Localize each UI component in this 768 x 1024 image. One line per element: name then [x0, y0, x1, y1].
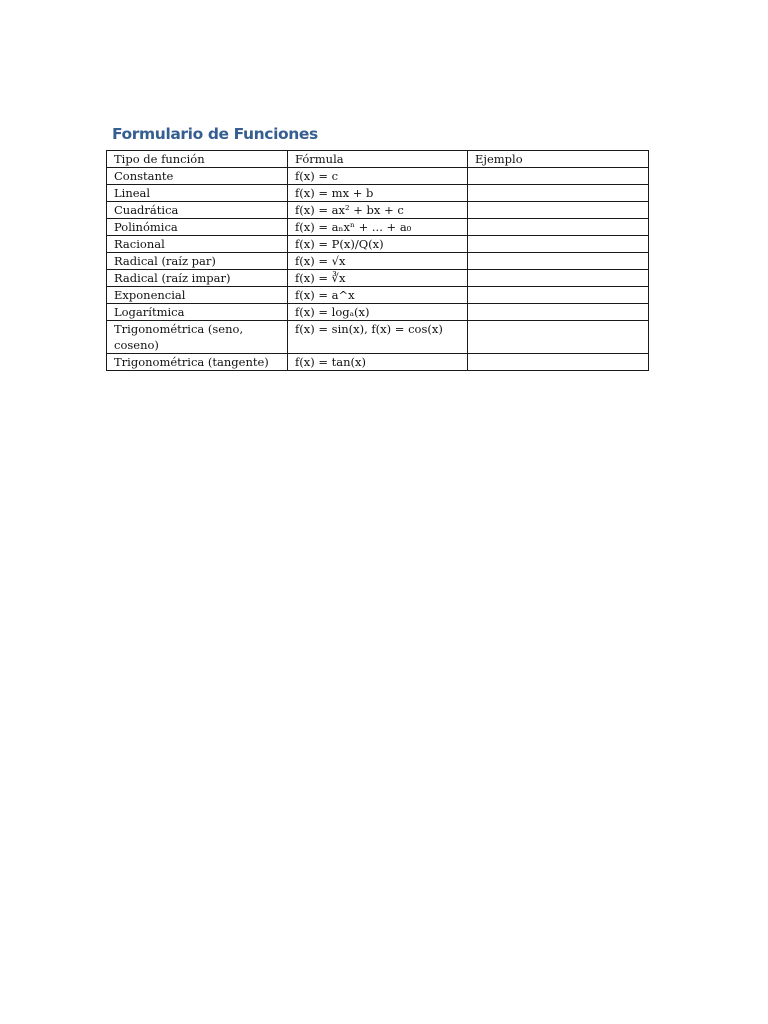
type-text: Radical (raíz impar)	[114, 271, 231, 285]
type-text: Cuadrática	[114, 203, 179, 217]
document-title: Formulario de Funciones	[112, 125, 318, 143]
type-text: Constante	[114, 169, 174, 183]
formula-text: f(x) = a^x	[295, 288, 355, 302]
example-cell	[468, 270, 649, 287]
header-cell-formula	[288, 151, 468, 168]
type-text: Lineal	[114, 186, 151, 200]
type-cell	[107, 287, 288, 304]
table-row	[107, 185, 649, 202]
header-formula-label: Fórmula	[295, 152, 344, 166]
table-row	[107, 270, 649, 287]
formula-cell	[288, 185, 468, 202]
example-cell	[468, 236, 649, 253]
type-text: Racional	[114, 237, 165, 251]
header-type-label: Tipo de función	[114, 152, 205, 166]
formula-cell	[288, 321, 468, 354]
example-cell	[468, 253, 649, 270]
example-cell	[468, 185, 649, 202]
formula-text: f(x) = ax² + bx + c	[295, 203, 404, 217]
formula-text: f(x) = mx + b	[295, 186, 374, 200]
table-row	[107, 202, 649, 219]
formula-cell	[288, 168, 468, 185]
header-cell-type	[107, 151, 288, 168]
type-text: Radical (raíz par)	[114, 254, 216, 268]
table-row	[107, 287, 649, 304]
table-row	[107, 354, 649, 371]
formula-cell	[288, 253, 468, 270]
example-cell	[468, 321, 649, 354]
example-cell	[468, 287, 649, 304]
type-cell	[107, 270, 288, 287]
formula-text: f(x) = √x	[295, 254, 346, 268]
formula-cell	[288, 287, 468, 304]
formula-text: f(x) = c	[295, 169, 339, 183]
type-text: Trigonométrica (seno, coseno)	[114, 322, 244, 352]
header-example-label: Ejemplo	[475, 152, 523, 166]
type-cell	[107, 253, 288, 270]
formula-text: f(x) = aₙxⁿ + ... + a₀	[295, 220, 412, 234]
formula-text: f(x) = sin(x), f(x) = cos(x)	[295, 322, 443, 336]
formula-text: f(x) = ∛x	[295, 271, 346, 285]
functions-table	[106, 150, 649, 371]
example-cell	[468, 304, 649, 321]
type-cell	[107, 202, 288, 219]
formula-cell	[288, 219, 468, 236]
type-cell	[107, 168, 288, 185]
formula-text: f(x) = logₐ(x)	[295, 305, 370, 319]
formula-cell	[288, 202, 468, 219]
formula-cell	[288, 354, 468, 371]
type-text: Trigonométrica (tangente)	[114, 355, 269, 369]
table-row	[107, 236, 649, 253]
formula-cell	[288, 304, 468, 321]
formula-cell	[288, 270, 468, 287]
example-cell	[468, 168, 649, 185]
type-cell	[107, 321, 288, 354]
type-cell	[107, 185, 288, 202]
type-cell	[107, 354, 288, 371]
example-cell	[468, 219, 649, 236]
type-text: Logarítmica	[114, 305, 185, 319]
formula-text: f(x) = tan(x)	[295, 355, 367, 369]
type-cell	[107, 236, 288, 253]
table-row	[107, 253, 649, 270]
type-text: Polinómica	[114, 220, 178, 234]
formula-cell	[288, 236, 468, 253]
header-cell-example	[468, 151, 649, 168]
type-cell	[107, 304, 288, 321]
formula-text: f(x) = P(x)/Q(x)	[295, 237, 384, 251]
type-text: Exponencial	[114, 288, 186, 302]
table-header-row	[107, 151, 649, 168]
example-cell	[468, 202, 649, 219]
table-row	[107, 219, 649, 236]
example-cell	[468, 354, 649, 371]
type-cell	[107, 219, 288, 236]
table-row	[107, 304, 649, 321]
table-row	[107, 168, 649, 185]
table-row	[107, 321, 649, 354]
